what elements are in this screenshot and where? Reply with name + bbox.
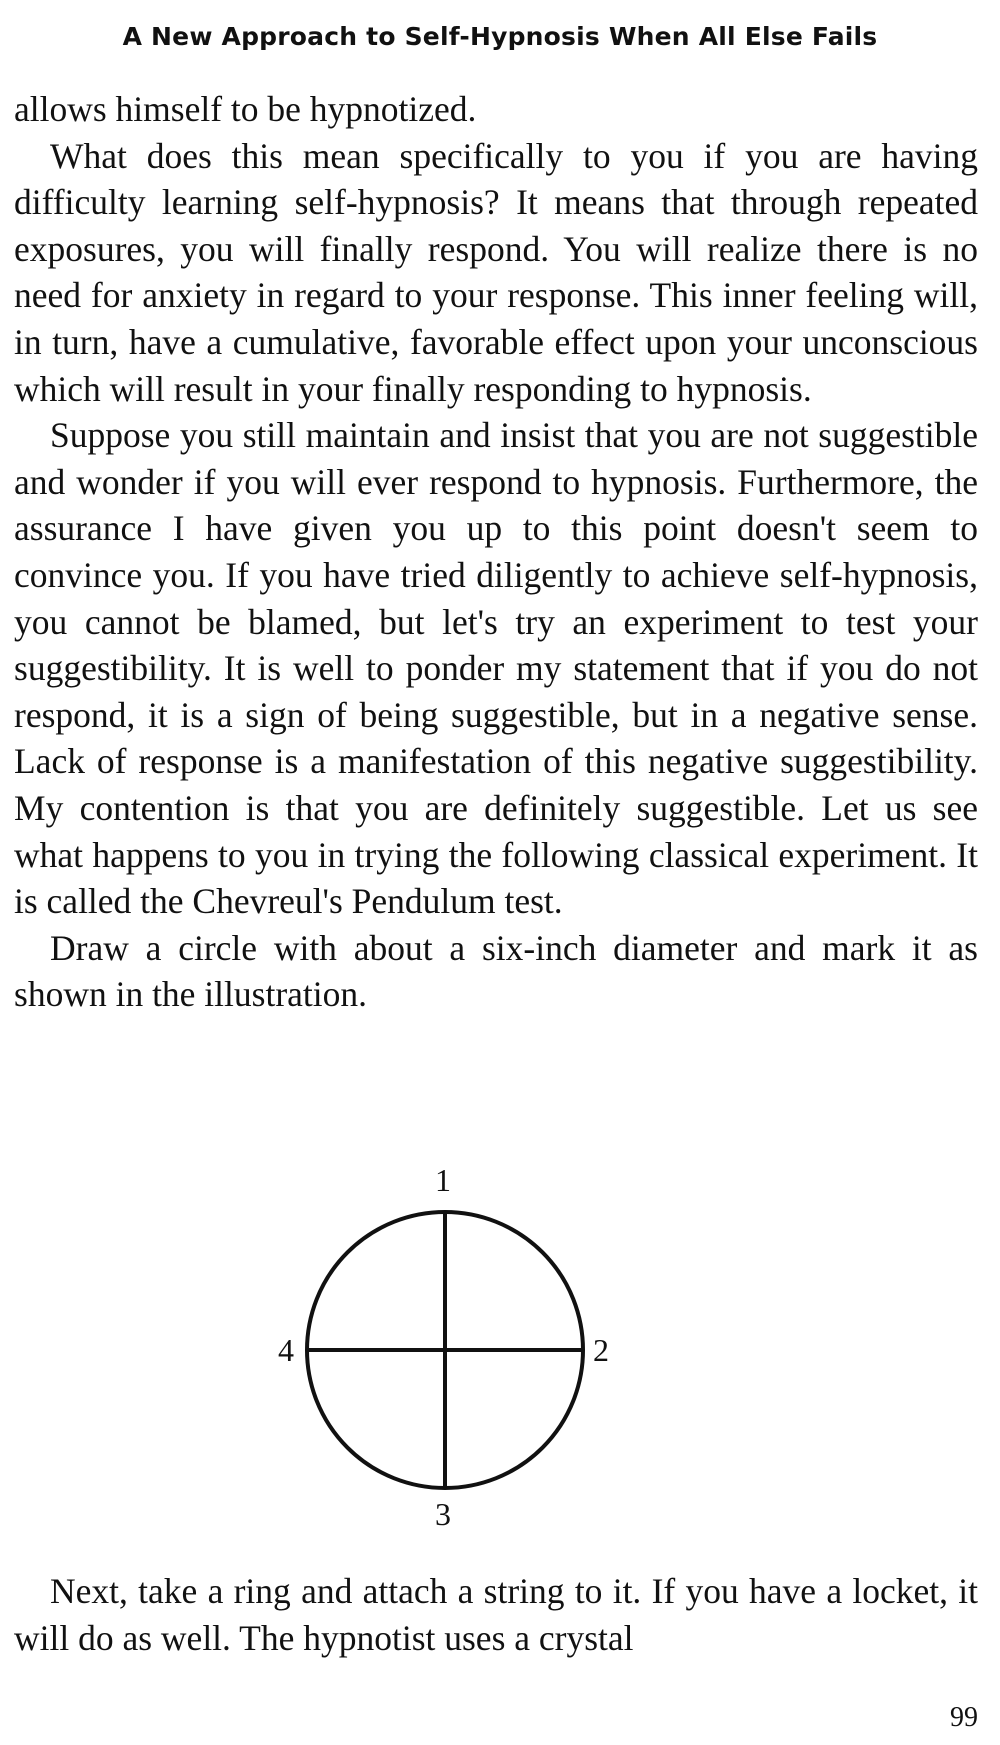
body-text-continued [14,1568,978,1661]
paragraph: Next, take a ring and attach a string to it. If you have a locket, it will do as well. The hypnotist uses a crystal [14,1571,978,1658]
label-4: 4 [278,1332,294,1368]
circle-diagram [300,1144,700,1544]
running-head: A New Approach to Self-Hypnosis When All Else Fails [122,22,878,51]
paragraph: allows himself to be hypnotized. [14,89,477,129]
label-2: 2 [593,1332,609,1368]
label-3: 3 [435,1496,451,1532]
paragraph: What does this mean specifically to you if you are having difficulty learning self-hypnosis? It means that through repeated exposures, you will finally respond. You will realize there is no need for anxiety in regard to your response. This inner feeling will, in turn, have a cumulative, favorable effect upon your unconscious which will result in your finally responding to hypnosis. [14,135,978,409]
paragraph: Suppose you still maintain and insist that you are not suggestible and wonder if you will ever respond to hypnosis. Furthermore, the assurance I have given you up to this point doesn't seem to convince you. If you have tried diligently to achieve self-hypnosis, you cannot be blamed, but let's try an experiment to test your suggestibility. It is well to ponder my statement that if you do not respond, it is a sign of being suggestible, but in a negative sense. Lack of response is a manifestation of this negative suggestibility. My contention is that you are definitely suggestible. Let us see what happens to you in trying the following classical experiment. It is called the Chevreul's Pendulum test. [14,415,978,922]
label-1: 1 [435,1162,451,1198]
body-text [14,86,978,1018]
page-number: 99 [950,1702,978,1733]
paragraph: Draw a circle with about a six-inch diameter and mark it as shown in the illustration. [14,927,978,1015]
pendulum-circle-figure [278,1144,700,1544]
